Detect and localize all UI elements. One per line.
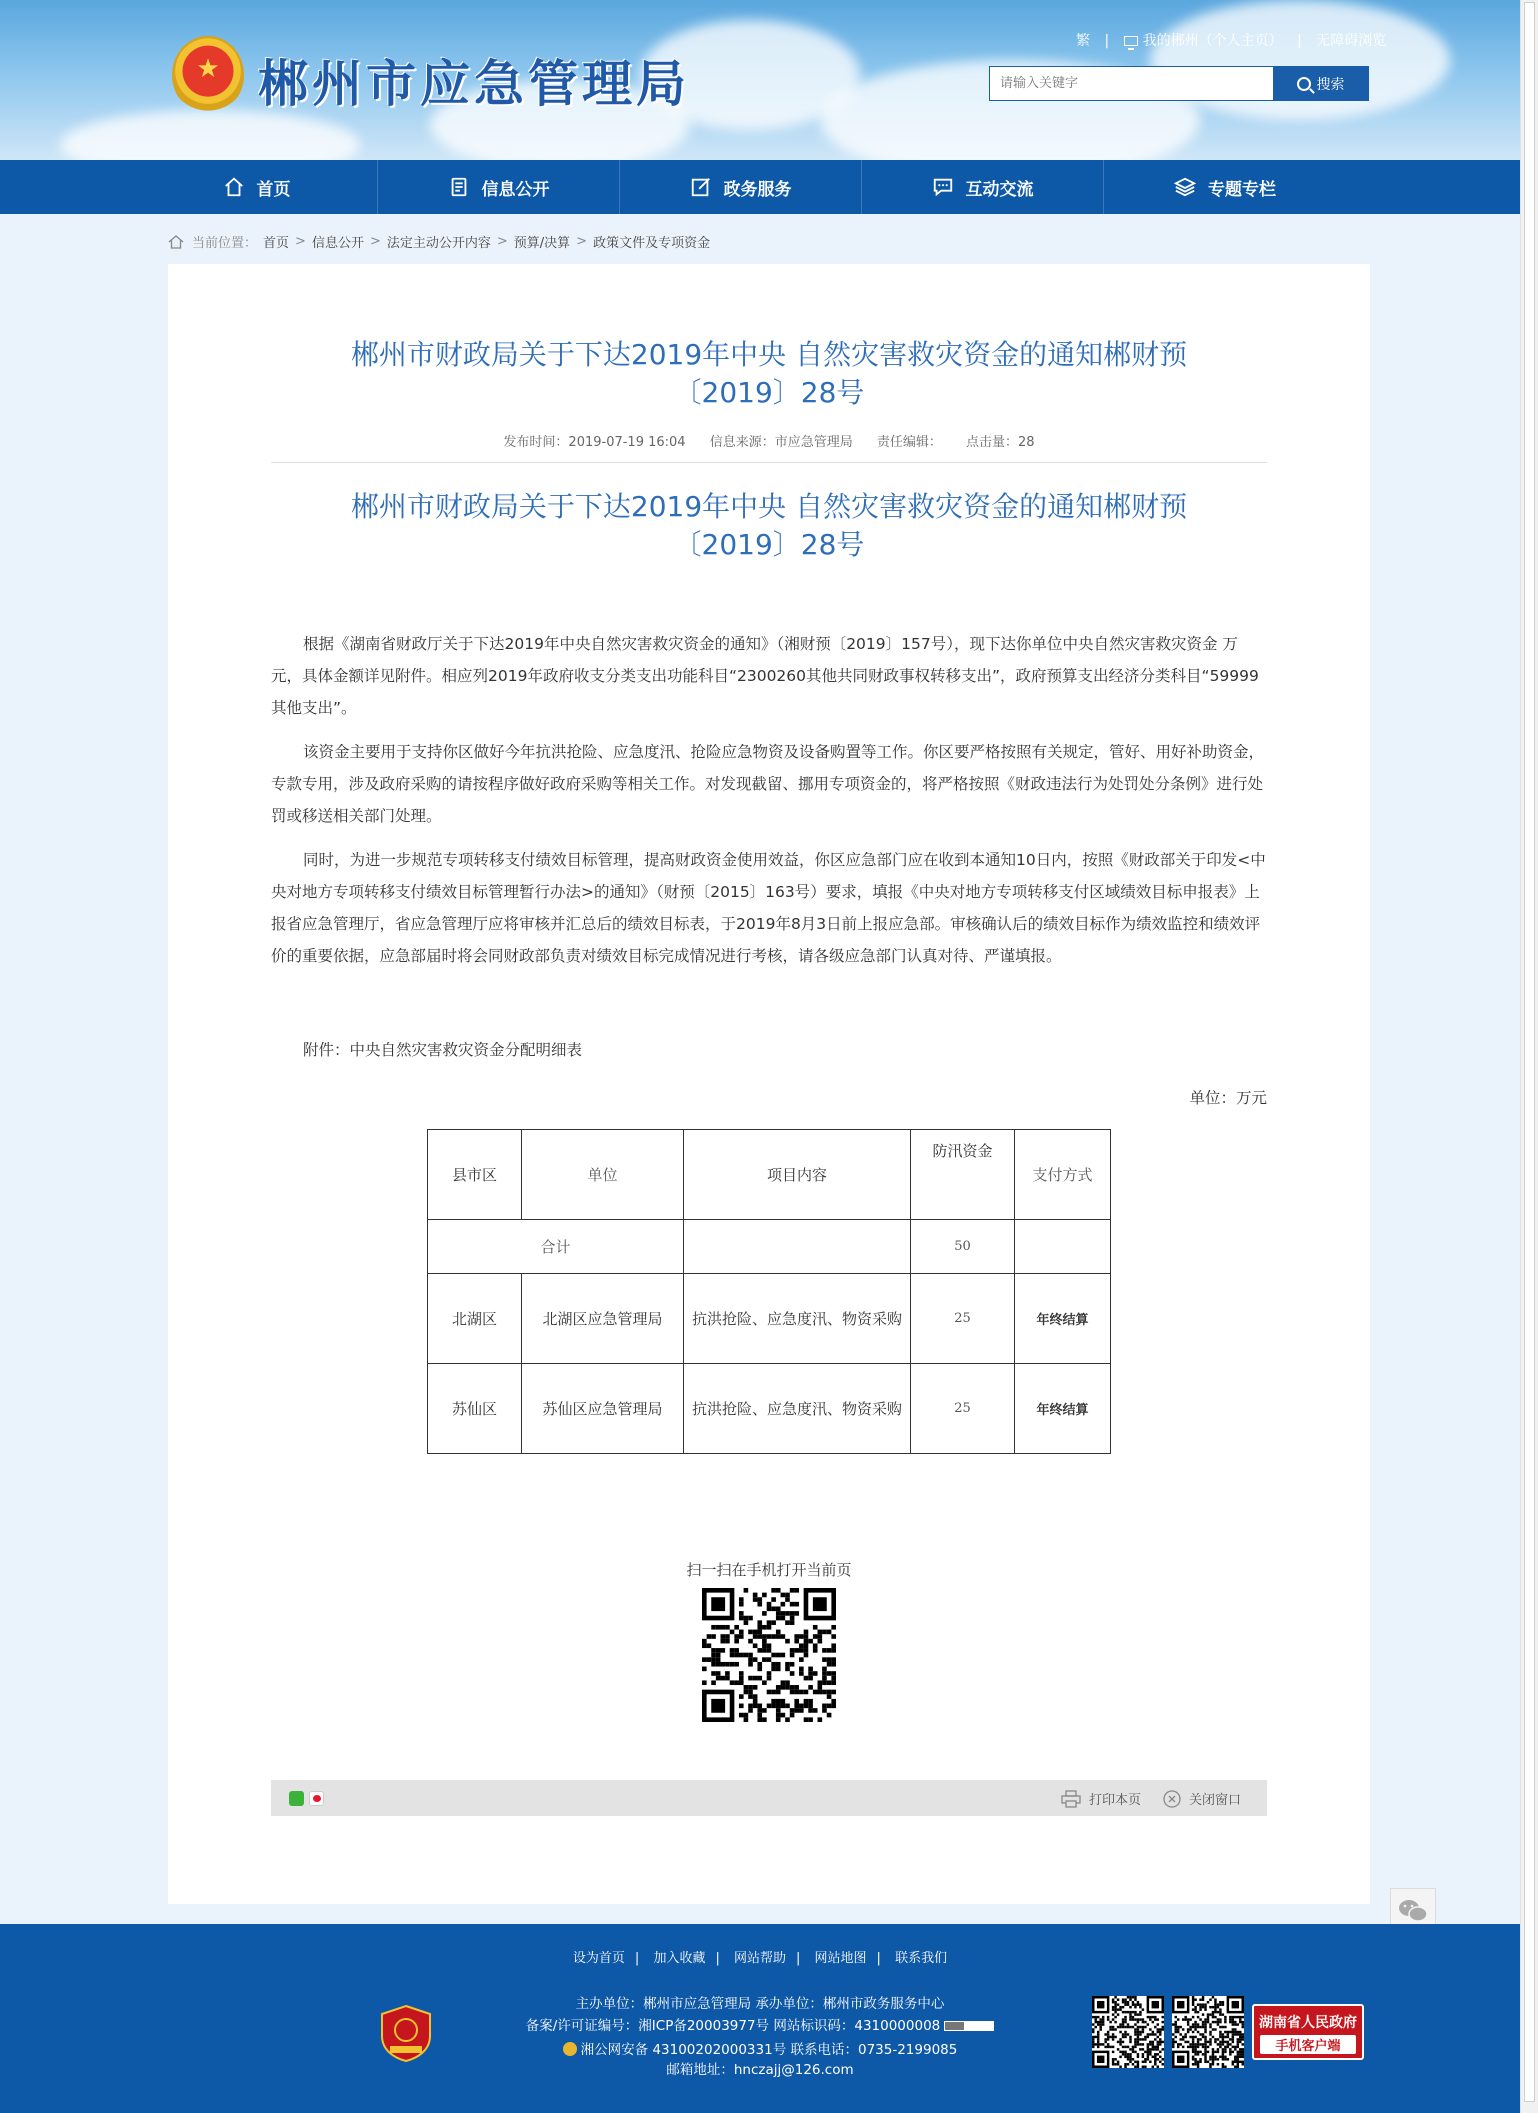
article-panel	[168, 264, 1370, 1904]
separator: |	[1297, 33, 1302, 49]
site-title: 郴州市应急管理局	[258, 55, 690, 113]
table-cell: 年终结算	[1015, 1274, 1111, 1364]
table-row	[428, 1364, 1111, 1454]
breadcrumb-separator: >	[369, 234, 381, 249]
footer-link-sitemap[interactable]: 网站地图	[814, 1951, 867, 1966]
qr-code-icon	[1092, 1996, 1164, 2068]
table-header-row	[428, 1130, 1111, 1220]
table-header: 县市区	[428, 1130, 522, 1220]
table-cell: 年终结算	[1015, 1364, 1111, 1454]
separator: |	[634, 1951, 640, 1966]
title-line-1: 郴州市财政局关于下达2019年中央 自然灾害救灾资金的通知郴财预	[350, 338, 1188, 371]
separator: |	[796, 1951, 801, 1966]
nav-label: 互动交流	[965, 179, 1034, 200]
nav-item-gov-services[interactable]	[620, 160, 862, 214]
article-meta	[168, 431, 1370, 450]
weibo-share-icon[interactable]	[309, 1791, 324, 1806]
search-button-label: 搜索	[1316, 76, 1345, 93]
qr-code-icon	[1172, 1996, 1244, 2068]
home-icon	[168, 234, 184, 250]
breadcrumb-separator: >	[496, 234, 508, 249]
paragraph-1: 根据《湖南省财政厅关于下达2019年中央自然灾害救灾资金的通知》（湘财预〔2019〕157号），现下达你单位中央自然灾害救灾资金 万元，具体金额详见附件。相应列2019年政府收支分类支出功能科目“2300260其他共同财政事权转移支出”，政府预算支出经济分类科目“59999其他支出”。	[271, 635, 1259, 717]
share-bar	[271, 1780, 1267, 1816]
police-badge-icon	[563, 2042, 577, 2056]
wechat-share-icon[interactable]	[289, 1791, 304, 1806]
heading-line-1: 郴州市财政局关于下达2019年中央 自然灾害救灾资金的通知郴财预	[350, 490, 1188, 523]
breadcrumb-info-disclosure[interactable]: 信息公开	[311, 236, 364, 251]
nav-label: 信息公开	[481, 179, 550, 200]
footer-links	[0, 1947, 1520, 1966]
table-header: 防汛资金	[911, 1130, 1015, 1220]
separator: |	[1104, 33, 1110, 49]
nav-label: 首页	[256, 179, 291, 200]
paragraph-2: 该资金主要用于支持你区做好今年抗洪抢险、应急度汛、抢险应急物资及设备购置等工作。你区要严格按照有关规定，管好、用好补助资金，专款专用，涉及政府采购的请按程序做好政府采购等相关工作。对发现截留、挪用专项资金的，将严格按照《财政违法行为处罚处分条例》进行处罚或移送相关部门处理。	[271, 743, 1265, 825]
qr-code-icon	[702, 1588, 836, 1722]
site-footer	[0, 1924, 1520, 2113]
separator: |	[876, 1951, 881, 1966]
breadcrumb-budget[interactable]: 预算/决算	[513, 236, 571, 251]
article-heading	[168, 488, 1370, 564]
search-input[interactable]	[990, 67, 1273, 100]
site-header	[0, 0, 1520, 160]
table-cell: 苏仙区	[428, 1364, 522, 1454]
my-chenzhou-label: 我的郴州（个人主页）	[1142, 33, 1283, 49]
table-cell: 抗洪抢险、应急度汛、物资采购	[684, 1274, 911, 1364]
title-line-2: 〔2019〕28号	[673, 376, 865, 409]
nav-item-special-topics[interactable]	[1104, 160, 1346, 214]
nav-item-interaction[interactable]	[862, 160, 1104, 214]
my-chenzhou-link[interactable]	[1124, 33, 1283, 49]
divider	[271, 462, 1267, 463]
breadcrumb-separator: >	[295, 234, 306, 249]
attachment-label: 附件：中央自然灾害救灾资金分配明细表	[303, 1041, 583, 1059]
traditional-chinese-link[interactable]: 繁	[1076, 33, 1090, 49]
print-label: 打印本页	[1089, 1793, 1142, 1808]
hunan-gov-line1: 湖南省人民政府	[1259, 2015, 1357, 2031]
table-cell: 苏仙区应急管理局	[522, 1364, 684, 1454]
close-label: 关闭窗口	[1189, 1793, 1242, 1808]
nav-label: 政务服务	[723, 179, 792, 200]
edit-icon	[690, 176, 712, 198]
heading-line-2: 〔2019〕28号	[673, 528, 865, 561]
footer-email: 邮箱地址：hnczajj@126.com	[666, 2062, 854, 2078]
publish-time: 发布时间：2019-07-19 16:04	[503, 435, 686, 450]
breadcrumb	[168, 232, 710, 251]
top-links	[1076, 30, 1386, 50]
breadcrumb-statutory-content[interactable]: 法定主动公开内容	[386, 236, 491, 251]
table-cell: 北湖区应急管理局	[522, 1274, 684, 1364]
search-button[interactable]	[1273, 67, 1368, 100]
footer-link-contact[interactable]: 联系我们	[895, 1951, 948, 1966]
search-box	[989, 66, 1369, 101]
info-source: 信息来源：市应急管理局	[709, 435, 853, 450]
fund-table	[427, 1129, 1111, 1454]
separator: |	[715, 1951, 720, 1966]
main-nav	[0, 160, 1520, 214]
table-cell: 抗洪抢险、应急度汛、物资采购	[684, 1364, 911, 1454]
footer-link-set-homepage[interactable]: 设为首页	[572, 1951, 625, 1966]
table-cell: 25	[911, 1364, 1015, 1454]
table-cell	[684, 1220, 911, 1274]
hunan-gov-app-button[interactable]	[1252, 2004, 1364, 2060]
cloud-decoration	[1150, 0, 1450, 120]
national-emblem-icon: ★	[172, 36, 244, 114]
close-icon	[1163, 1790, 1181, 1808]
table-row	[428, 1220, 1111, 1274]
footer-link-help[interactable]: 网站帮助	[733, 1951, 786, 1966]
police-text: 湘公网安备 43100202000331号 联系电话：0735-2199085	[580, 2042, 958, 2058]
unit-label: 单位：万元	[1189, 1089, 1267, 1107]
table-header: 支付方式	[1015, 1130, 1111, 1220]
click-count: 点击量：28	[966, 435, 1035, 450]
paragraph-3: 同时，为进一步规范专项转移支付绩效目标管理，提高财政资金使用效益，你区应急部门应在收到本通知10日内，按照《财政部关于印发<中央对地方专项转移支付绩效目标管理暂行办法>的通知》（财预〔2015〕163号）要求，填报《中央对地方专项转移支付区域绩效目标申报表》上报省应急管理厅，省应急管理厅应将审核并汇总后的绩效目标表，于2019年8月3日前上报应急部。审核确认后的绩效目标作为绩效监控和绩效评价的重要依据，应急部届时将会同财政部负责对绩效目标完成情况进行考核，请各级应急部门认真对待、严谨填报。	[271, 851, 1266, 965]
wechat-icon	[1398, 1898, 1428, 1924]
cnzz-badge-icon[interactable]	[944, 2021, 994, 2031]
chat-icon	[932, 176, 954, 198]
icp-text: 备案/许可证编号：湘ICP备20003977号 网站标识码：4310000008	[525, 2018, 941, 2034]
table-cell: 北湖区	[428, 1274, 522, 1364]
breadcrumb-home[interactable]: 首页	[263, 236, 290, 251]
search-icon	[1297, 77, 1311, 91]
footer-host-info: 主办单位：郴州市应急管理局 承办单位：郴州市政务服务中心	[575, 1996, 945, 2012]
table-header: 项目内容	[684, 1130, 911, 1220]
accessible-browse-link[interactable]: 无障碍浏览	[1316, 33, 1387, 49]
printer-icon	[1061, 1790, 1081, 1808]
nav-item-home[interactable]	[136, 160, 378, 214]
table-row	[428, 1274, 1111, 1364]
nav-item-info-disclosure[interactable]	[378, 160, 620, 214]
breadcrumb-prefix: 当前位置：	[192, 236, 258, 251]
breadcrumb-policy-funds[interactable]: 政策文件及专项资金	[593, 236, 711, 251]
page-title	[168, 336, 1370, 412]
hunan-gov-line2: 手机客户端	[1260, 2035, 1356, 2054]
table-cell: 25	[911, 1274, 1015, 1364]
home-icon	[223, 176, 245, 198]
vertical-scrollbar[interactable]	[1520, 0, 1538, 2113]
total-label: 合计	[428, 1220, 684, 1274]
nav-label: 专题专栏	[1208, 179, 1276, 200]
scrollbar-thumb[interactable]	[1524, 2, 1535, 2102]
close-window-button[interactable]	[1163, 1789, 1241, 1808]
table-cell	[1015, 1220, 1111, 1274]
editor: 责任编辑：	[876, 435, 942, 450]
breadcrumb-separator: >	[576, 234, 588, 249]
monitor-icon	[1124, 36, 1138, 46]
table-header: 单位	[522, 1130, 684, 1220]
total-value: 50	[911, 1220, 1015, 1274]
print-button[interactable]	[1061, 1789, 1141, 1808]
cloud-decoration	[60, 110, 360, 160]
footer-link-bookmark[interactable]: 加入收藏	[653, 1951, 706, 1966]
layers-icon	[1174, 176, 1196, 198]
qr-label: 扫一扫在手机打开当前页	[686, 1561, 852, 1579]
document-icon	[448, 176, 470, 198]
